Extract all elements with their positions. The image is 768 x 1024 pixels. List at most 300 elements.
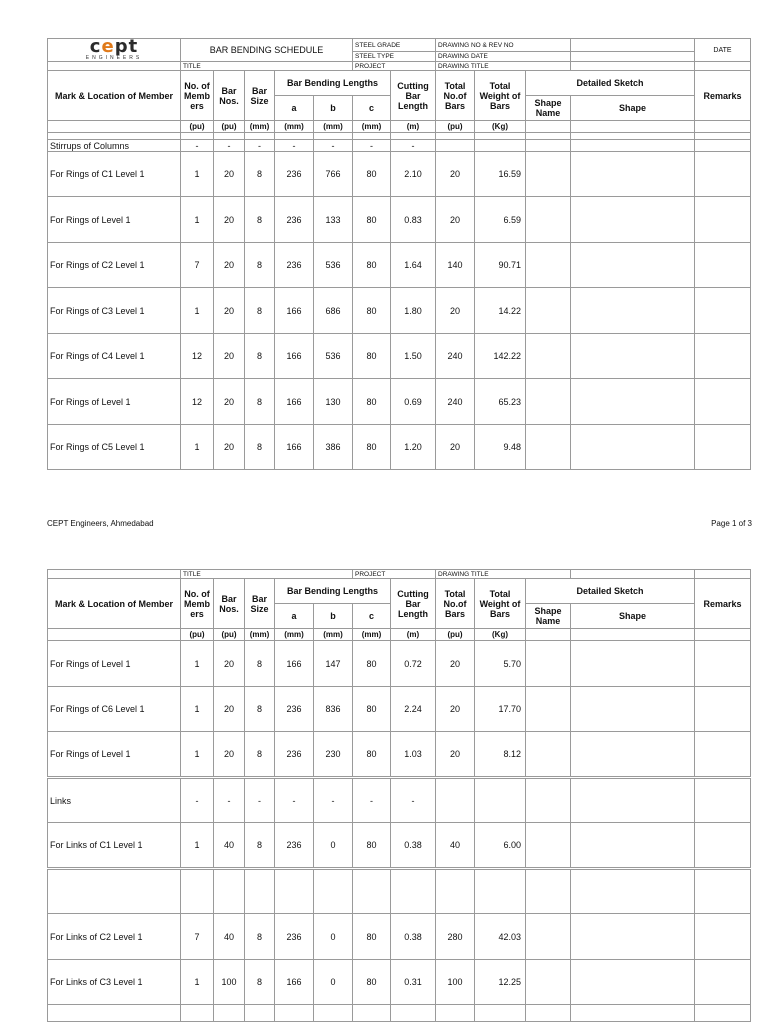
cell-b: 536 bbox=[314, 243, 353, 288]
unit-bar-nos: (pu) bbox=[214, 121, 245, 133]
cell-remarks bbox=[695, 288, 751, 334]
cell-cutting: 1.80 bbox=[391, 288, 436, 334]
cell-remarks bbox=[695, 425, 751, 470]
logo-subtitle: ENGINEERS bbox=[85, 55, 143, 61]
cell-total-bars bbox=[436, 778, 475, 823]
cell-members bbox=[181, 869, 214, 914]
table-row bbox=[48, 869, 751, 914]
cell-total-bars bbox=[436, 140, 475, 152]
cell-bar-size: 8 bbox=[245, 152, 275, 197]
project-label: PROJECT bbox=[353, 62, 436, 71]
cell-members: - bbox=[181, 778, 214, 823]
unit-total-weight: (Kg) bbox=[475, 629, 526, 641]
cell-shape-name bbox=[526, 732, 571, 778]
cell-c: 80 bbox=[353, 823, 391, 869]
cell-shape bbox=[571, 869, 695, 914]
cell-shape-name bbox=[526, 334, 571, 379]
col-cutting-length: Cutting Bar Length bbox=[391, 71, 436, 121]
cell-mark: For Rings of C3 Level 1 bbox=[48, 288, 181, 334]
cell-cutting: 1.20 bbox=[391, 425, 436, 470]
cell-b bbox=[314, 1005, 353, 1022]
unit-shape-name bbox=[526, 629, 571, 641]
unit-mark bbox=[48, 629, 181, 641]
cell-bar-nos: 20 bbox=[214, 334, 245, 379]
cell-mark bbox=[48, 1005, 181, 1022]
cell-b: 766 bbox=[314, 152, 353, 197]
cell-remarks bbox=[695, 334, 751, 379]
cell-bar-size: 8 bbox=[245, 960, 275, 1005]
steel-type-label: STEEL TYPE bbox=[353, 52, 436, 62]
cell-remarks bbox=[695, 687, 751, 732]
cell-bar-size: 8 bbox=[245, 823, 275, 869]
cell-c: 80 bbox=[353, 641, 391, 687]
col-c: c bbox=[353, 96, 391, 121]
cell-bar-nos: - bbox=[214, 778, 245, 823]
cell-shape bbox=[571, 140, 695, 152]
drawing-title-label: DRAWING TITLE bbox=[436, 570, 571, 579]
table-row bbox=[48, 778, 751, 823]
unit-total-weight: (Kg) bbox=[475, 121, 526, 133]
cell-shape-name bbox=[526, 914, 571, 960]
cell-members: - bbox=[181, 140, 214, 152]
cell-b: 230 bbox=[314, 732, 353, 778]
cell-members: 12 bbox=[181, 334, 214, 379]
cell-bar-nos: 20 bbox=[214, 641, 245, 687]
cell-cutting: 0.83 bbox=[391, 197, 436, 243]
cell-c: 80 bbox=[353, 334, 391, 379]
cell-remarks bbox=[695, 243, 751, 288]
cell-c: 80 bbox=[353, 425, 391, 470]
table-row bbox=[48, 960, 751, 1005]
cell-weight bbox=[475, 778, 526, 823]
cell-total-bars: 140 bbox=[436, 243, 475, 288]
table-row bbox=[48, 243, 751, 288]
cell-a: 236 bbox=[275, 914, 314, 960]
cell-shape bbox=[571, 960, 695, 1005]
cell-mark: For Rings of C5 Level 1 bbox=[48, 425, 181, 470]
table-row bbox=[48, 823, 751, 869]
cell-mark: For Rings of Level 1 bbox=[48, 732, 181, 778]
page1-rows bbox=[48, 140, 751, 470]
cell-bar-size: - bbox=[245, 778, 275, 823]
cell-b: 386 bbox=[314, 425, 353, 470]
cell-shape-name bbox=[526, 778, 571, 823]
cell-cutting: 1.03 bbox=[391, 732, 436, 778]
cell-total-bars: 20 bbox=[436, 425, 475, 470]
table-row bbox=[48, 1005, 751, 1022]
cell-remarks bbox=[695, 914, 751, 960]
cell-weight bbox=[475, 869, 526, 914]
cell-shape bbox=[571, 914, 695, 960]
cell-bar-size: 8 bbox=[245, 197, 275, 243]
cell-remarks bbox=[695, 641, 751, 687]
cell-a: 236 bbox=[275, 243, 314, 288]
cell-mark: For Rings of Level 1 bbox=[48, 379, 181, 425]
unit-shape bbox=[571, 121, 695, 133]
cell-total-bars: 280 bbox=[436, 914, 475, 960]
cell-shape-name bbox=[526, 288, 571, 334]
cell-shape-name bbox=[526, 425, 571, 470]
unit-members: (pu) bbox=[181, 121, 214, 133]
unit-mark bbox=[48, 121, 181, 133]
cell-shape-name bbox=[526, 1005, 571, 1022]
cell-shape bbox=[571, 823, 695, 869]
cell-remarks bbox=[695, 778, 751, 823]
cell-members: 1 bbox=[181, 687, 214, 732]
cell-bar-size bbox=[245, 869, 275, 914]
cell-a: 236 bbox=[275, 197, 314, 243]
cell-shape bbox=[571, 687, 695, 732]
cell-bar-size: 8 bbox=[245, 687, 275, 732]
cell-c: 80 bbox=[353, 288, 391, 334]
drawing-date-value bbox=[571, 52, 695, 62]
col-shape: Shape bbox=[571, 604, 695, 629]
page2-rows bbox=[48, 641, 751, 1022]
cell-cutting: 0.38 bbox=[391, 914, 436, 960]
cell-total-bars: 240 bbox=[436, 334, 475, 379]
cell-weight: 6.59 bbox=[475, 197, 526, 243]
project-label: PROJECT bbox=[353, 570, 436, 579]
col-mark: Mark & Location of Member bbox=[48, 71, 181, 121]
cell-weight: 9.48 bbox=[475, 425, 526, 470]
cell-weight: 65.23 bbox=[475, 379, 526, 425]
cell-a: 166 bbox=[275, 641, 314, 687]
cell-mark: Links bbox=[48, 778, 181, 823]
cell-b: 0 bbox=[314, 914, 353, 960]
cell-bar-nos: 20 bbox=[214, 687, 245, 732]
col-remarks: Remarks bbox=[695, 579, 751, 629]
cell-total-bars: 20 bbox=[436, 641, 475, 687]
cell-shape bbox=[571, 197, 695, 243]
table-row bbox=[48, 687, 751, 732]
table-row bbox=[48, 334, 751, 379]
blank-cell bbox=[695, 62, 751, 71]
cell-mark: For Rings of C6 Level 1 bbox=[48, 687, 181, 732]
cell-members: 12 bbox=[181, 379, 214, 425]
cell-b: 130 bbox=[314, 379, 353, 425]
cell-total-bars: 240 bbox=[436, 379, 475, 425]
cell-b: 0 bbox=[314, 823, 353, 869]
cell-weight: 42.03 bbox=[475, 914, 526, 960]
cell-remarks bbox=[695, 379, 751, 425]
cell-bar-size bbox=[245, 1005, 275, 1022]
col-cutting-length: Cutting Bar Length bbox=[391, 579, 436, 629]
cell-total-bars bbox=[436, 869, 475, 914]
cell-b: 0 bbox=[314, 960, 353, 1005]
cell-weight: 8.12 bbox=[475, 732, 526, 778]
table-row bbox=[48, 732, 751, 778]
col-a: a bbox=[275, 96, 314, 121]
date-label: DATE bbox=[695, 39, 751, 62]
cell-cutting: - bbox=[391, 778, 436, 823]
cell-bar-nos: 20 bbox=[214, 197, 245, 243]
cell-bar-size: 8 bbox=[245, 334, 275, 379]
cell-bar-size: 8 bbox=[245, 379, 275, 425]
cell-remarks bbox=[695, 732, 751, 778]
cell-c: 80 bbox=[353, 687, 391, 732]
cell-weight: 16.59 bbox=[475, 152, 526, 197]
cell-members: 1 bbox=[181, 732, 214, 778]
cell-total-bars: 20 bbox=[436, 288, 475, 334]
unit-cutting: (m) bbox=[391, 629, 436, 641]
cell-remarks bbox=[695, 140, 751, 152]
unit-shape bbox=[571, 629, 695, 641]
cell-a: 236 bbox=[275, 732, 314, 778]
steel-grade-label: STEEL GRADE bbox=[353, 39, 436, 52]
cell-remarks bbox=[695, 960, 751, 1005]
cell-cutting: - bbox=[391, 140, 436, 152]
cell-members: 1 bbox=[181, 152, 214, 197]
unit-cutting: (m) bbox=[391, 121, 436, 133]
cell-shape bbox=[571, 1005, 695, 1022]
col-b: b bbox=[314, 604, 353, 629]
cell-members: 7 bbox=[181, 914, 214, 960]
cell-mark: For Rings of C4 Level 1 bbox=[48, 334, 181, 379]
col-bending-lengths: Bar Bending Lengths bbox=[275, 71, 391, 96]
cell-a: 166 bbox=[275, 379, 314, 425]
cell-shape bbox=[571, 334, 695, 379]
unit-members: (pu) bbox=[181, 629, 214, 641]
cell-cutting: 1.64 bbox=[391, 243, 436, 288]
cell-shape-name bbox=[526, 687, 571, 732]
cell-shape-name bbox=[526, 869, 571, 914]
unit-remarks bbox=[695, 121, 751, 133]
cell-mark: For Rings of Level 1 bbox=[48, 641, 181, 687]
cell-mark: For Rings of Level 1 bbox=[48, 197, 181, 243]
drawing-no-value bbox=[571, 39, 695, 52]
schedule-page-2 bbox=[47, 569, 750, 1022]
drawing-title-label: DRAWING TITLE bbox=[436, 62, 571, 71]
cell-members: 7 bbox=[181, 243, 214, 288]
col-detailed-sketch: Detailed Sketch bbox=[526, 71, 695, 96]
cell-bar-nos: 40 bbox=[214, 823, 245, 869]
col-remarks: Remarks bbox=[695, 71, 751, 121]
footer-company: CEPT Engineers, Ahmedabad bbox=[47, 519, 154, 528]
cell-members: 1 bbox=[181, 641, 214, 687]
footer-page: Page 1 of 3 bbox=[711, 519, 752, 528]
cell-members bbox=[181, 1005, 214, 1022]
cell-shape bbox=[571, 379, 695, 425]
cell-shape bbox=[571, 243, 695, 288]
cell-shape-name bbox=[526, 152, 571, 197]
cell-mark bbox=[48, 869, 181, 914]
cell-shape bbox=[571, 425, 695, 470]
cell-c: 80 bbox=[353, 243, 391, 288]
cell-bar-nos: - bbox=[214, 140, 245, 152]
col-bar-size: Bar Size bbox=[245, 579, 275, 629]
cell-cutting: 0.38 bbox=[391, 823, 436, 869]
cell-weight: 90.71 bbox=[475, 243, 526, 288]
cell-bar-nos: 100 bbox=[214, 960, 245, 1005]
cell-shape-name bbox=[526, 379, 571, 425]
cell-shape bbox=[571, 778, 695, 823]
cell-shape-name bbox=[526, 960, 571, 1005]
drawing-date-label: DRAWING DATE bbox=[436, 52, 571, 62]
cell-shape bbox=[571, 732, 695, 778]
cell-b: 686 bbox=[314, 288, 353, 334]
cell-c bbox=[353, 1005, 391, 1022]
cell-total-bars: 20 bbox=[436, 197, 475, 243]
cell-a bbox=[275, 1005, 314, 1022]
unit-a: (mm) bbox=[275, 121, 314, 133]
cell-a: 166 bbox=[275, 425, 314, 470]
unit-a: (mm) bbox=[275, 629, 314, 641]
cell-cutting: 2.24 bbox=[391, 687, 436, 732]
cell-bar-nos: 20 bbox=[214, 152, 245, 197]
title-label: TITLE bbox=[181, 62, 353, 71]
unit-c: (mm) bbox=[353, 629, 391, 641]
cell-cutting bbox=[391, 869, 436, 914]
schedule-table-1 bbox=[47, 38, 751, 470]
cell-shape bbox=[571, 152, 695, 197]
cell-shape-name bbox=[526, 140, 571, 152]
cell-cutting bbox=[391, 1005, 436, 1022]
cell-cutting: 0.72 bbox=[391, 641, 436, 687]
cell-bar-nos bbox=[214, 1005, 245, 1022]
cell-a: - bbox=[275, 778, 314, 823]
cell-bar-nos: 20 bbox=[214, 288, 245, 334]
unit-bar-size: (mm) bbox=[245, 629, 275, 641]
col-bending-lengths: Bar Bending Lengths bbox=[275, 579, 391, 604]
table-row bbox=[48, 140, 751, 152]
cell-c: 80 bbox=[353, 732, 391, 778]
cell-members: 1 bbox=[181, 197, 214, 243]
cell-members: 1 bbox=[181, 425, 214, 470]
unit-c: (mm) bbox=[353, 121, 391, 133]
cell-remarks bbox=[695, 869, 751, 914]
cell-bar-nos: 20 bbox=[214, 243, 245, 288]
cell-a: 166 bbox=[275, 960, 314, 1005]
cell-a: 236 bbox=[275, 823, 314, 869]
col-total-bars: Total No.of Bars bbox=[436, 579, 475, 629]
cell-remarks bbox=[695, 1005, 751, 1022]
unit-total-bars: (pu) bbox=[436, 121, 475, 133]
cell-shape-name bbox=[526, 641, 571, 687]
cell-c: 80 bbox=[353, 914, 391, 960]
cell-mark: For Rings of C1 Level 1 bbox=[48, 152, 181, 197]
schedule-table-2 bbox=[47, 569, 751, 1022]
col-total-weight: Total Weight of Bars bbox=[475, 579, 526, 629]
cell-bar-size: 8 bbox=[245, 243, 275, 288]
cell-bar-size: 8 bbox=[245, 914, 275, 960]
cell-bar-nos: 20 bbox=[214, 732, 245, 778]
drawing-no-label: DRAWING NO & REV NO bbox=[436, 39, 571, 52]
col-total-bars: Total No.of Bars bbox=[436, 71, 475, 121]
unit-remarks bbox=[695, 629, 751, 641]
cell-mark: Stirrups of Columns bbox=[48, 140, 181, 152]
col-b: b bbox=[314, 96, 353, 121]
col-members: No. of Memb ers bbox=[181, 71, 214, 121]
cell-b: 536 bbox=[314, 334, 353, 379]
unit-total-bars: (pu) bbox=[436, 629, 475, 641]
cell-cutting: 2.10 bbox=[391, 152, 436, 197]
cell-weight: 6.00 bbox=[475, 823, 526, 869]
cell-c: 80 bbox=[353, 379, 391, 425]
cell-c bbox=[353, 869, 391, 914]
col-bar-nos: Bar Nos. bbox=[214, 579, 245, 629]
cell-bar-nos: 20 bbox=[214, 425, 245, 470]
cell-mark: For Links of C3 Level 1 bbox=[48, 960, 181, 1005]
cell-b: 147 bbox=[314, 641, 353, 687]
title-cell bbox=[48, 62, 181, 71]
cell-weight bbox=[475, 140, 526, 152]
cell-bar-size: 8 bbox=[245, 288, 275, 334]
cell-cutting: 0.31 bbox=[391, 960, 436, 1005]
cell-a bbox=[275, 869, 314, 914]
col-shape-name: Shape Name bbox=[526, 96, 571, 121]
cell-c: 80 bbox=[353, 960, 391, 1005]
cell-c: 80 bbox=[353, 152, 391, 197]
cell-shape-name bbox=[526, 823, 571, 869]
cell-weight: 5.70 bbox=[475, 641, 526, 687]
table-row bbox=[48, 914, 751, 960]
cell-members: 1 bbox=[181, 960, 214, 1005]
cell-b: - bbox=[314, 140, 353, 152]
table-row bbox=[48, 152, 751, 197]
schedule-page-1 bbox=[47, 38, 750, 470]
cell-total-bars: 20 bbox=[436, 732, 475, 778]
cell-remarks bbox=[695, 197, 751, 243]
col-bar-nos: Bar Nos. bbox=[214, 71, 245, 121]
cell-cutting: 1.50 bbox=[391, 334, 436, 379]
cell-bar-size: 8 bbox=[245, 641, 275, 687]
blank-cell bbox=[695, 570, 751, 579]
col-mark: Mark & Location of Member bbox=[48, 579, 181, 629]
cell-c: 80 bbox=[353, 197, 391, 243]
cell-shape bbox=[571, 641, 695, 687]
cell-remarks bbox=[695, 152, 751, 197]
cell-cutting: 0.69 bbox=[391, 379, 436, 425]
cell-remarks bbox=[695, 823, 751, 869]
cell-shape bbox=[571, 288, 695, 334]
cell-mark: For Links of C1 Level 1 bbox=[48, 823, 181, 869]
cell-weight: 142.22 bbox=[475, 334, 526, 379]
cell-bar-size: 8 bbox=[245, 425, 275, 470]
cell-a: 236 bbox=[275, 687, 314, 732]
cell-total-bars bbox=[436, 1005, 475, 1022]
cell-b: - bbox=[314, 778, 353, 823]
cell-total-bars: 100 bbox=[436, 960, 475, 1005]
cell-total-bars: 20 bbox=[436, 152, 475, 197]
col-total-weight: Total Weight of Bars bbox=[475, 71, 526, 121]
cell-members: 1 bbox=[181, 823, 214, 869]
cell-bar-nos: 20 bbox=[214, 379, 245, 425]
cell-total-bars: 20 bbox=[436, 687, 475, 732]
col-shape: Shape bbox=[571, 96, 695, 121]
cell-b bbox=[314, 869, 353, 914]
table-row bbox=[48, 425, 751, 470]
logo-wordmark: cept bbox=[89, 38, 139, 57]
unit-b: (mm) bbox=[314, 629, 353, 641]
cell-b: 836 bbox=[314, 687, 353, 732]
cell-weight: 14.22 bbox=[475, 288, 526, 334]
cell-weight: 17.70 bbox=[475, 687, 526, 732]
col-c: c bbox=[353, 604, 391, 629]
table-row bbox=[48, 288, 751, 334]
col-bar-size: Bar Size bbox=[245, 71, 275, 121]
cell-bar-nos: 40 bbox=[214, 914, 245, 960]
table-row bbox=[48, 197, 751, 243]
cell-mark: For Links of C2 Level 1 bbox=[48, 914, 181, 960]
cell-a: 166 bbox=[275, 334, 314, 379]
logo bbox=[48, 39, 181, 62]
unit-bar-nos: (pu) bbox=[214, 629, 245, 641]
drawing-title-value bbox=[571, 570, 695, 579]
cell-a: - bbox=[275, 140, 314, 152]
cell-c: - bbox=[353, 140, 391, 152]
col-a: a bbox=[275, 604, 314, 629]
title-cell bbox=[48, 570, 181, 579]
